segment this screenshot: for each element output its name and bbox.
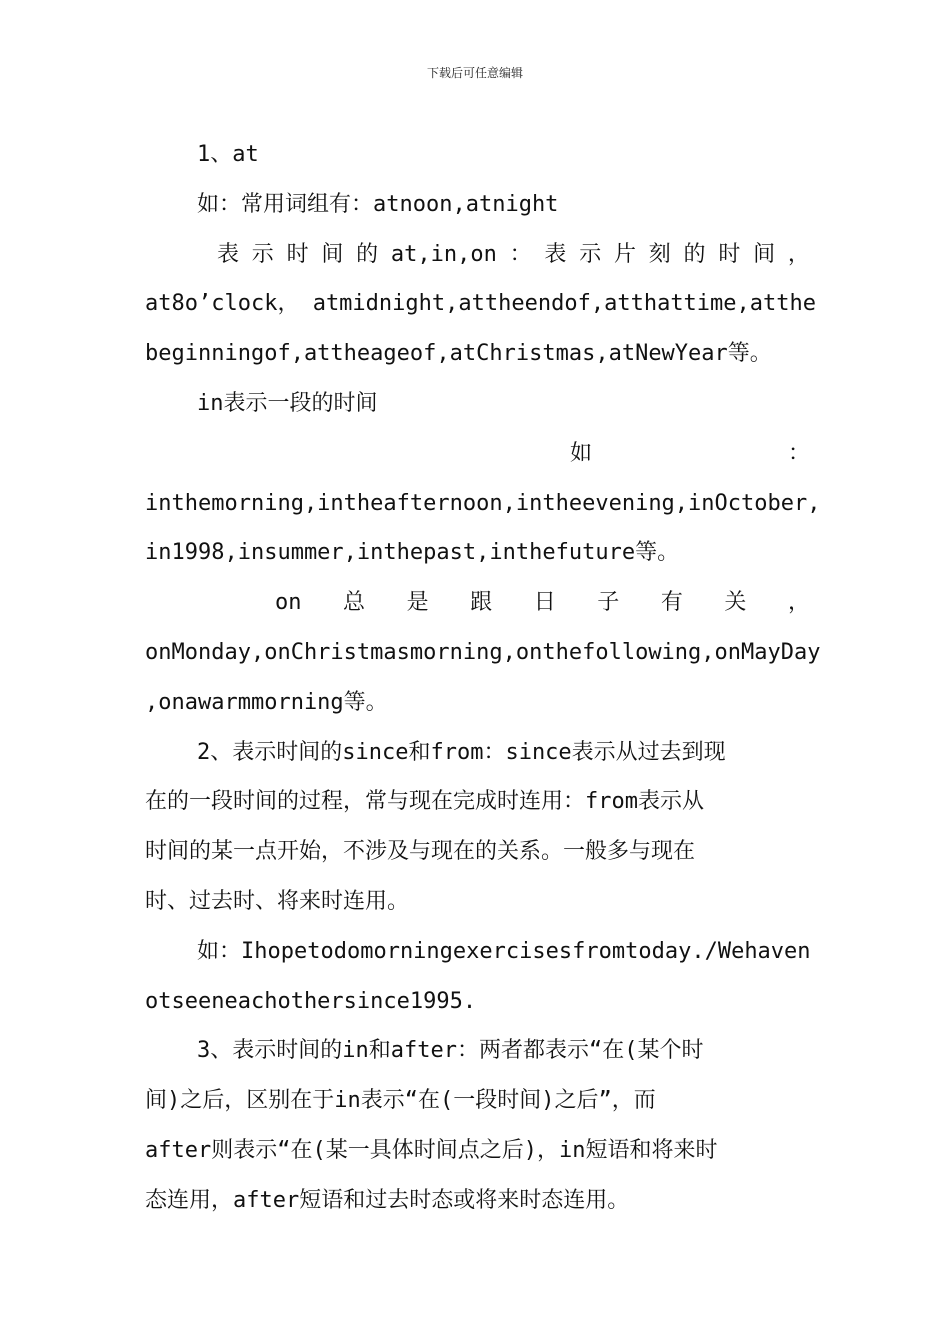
- line-on-days: [145, 578, 810, 628]
- word: 是: [406, 590, 429, 616]
- line-since-from-3: 时间的某一点开始，不涉及与现在的关系。一般多与现在: [145, 839, 696, 865]
- word: at,in,on: [390, 241, 497, 267]
- line-on-examples-1: onMonday,onChristmasmorning,onthefollowing,onMayDay: [145, 639, 821, 665]
- word: ：: [787, 440, 810, 466]
- line-in-after-4: 态连用，after短语和过去时态或将来时态连用。: [145, 1187, 630, 1213]
- line-time-at-in-on: [145, 230, 810, 280]
- word: 关: [724, 590, 747, 616]
- line-in-after-3: after则表示“在(某一具体时间点之后)，in短语和将来时: [145, 1137, 718, 1163]
- line-at-examples-1: at8o’clock， atmidnight,attheendof,atthattime,atthe: [145, 291, 817, 317]
- line-since-example-2: otseeneachothersince1995.: [145, 988, 477, 1014]
- word: 片: [613, 241, 636, 267]
- word: 跟: [470, 590, 493, 616]
- line-since-from-1: 2、表示时间的since和from：since表示从过去到现: [197, 739, 726, 765]
- word: 如: [570, 440, 593, 466]
- page-header-note: 下载后可任意编辑: [426, 66, 523, 80]
- line-on-examples-2: ,onawarmmorning等。: [145, 689, 388, 715]
- word: 时: [718, 241, 741, 267]
- word: 刻: [648, 241, 671, 267]
- word: 日: [533, 590, 556, 616]
- word: 示: [579, 241, 602, 267]
- word: 的: [683, 241, 706, 267]
- line-common-phrases: 如：常用词组有：atnoon,atnight: [197, 191, 559, 217]
- line-example-label: [145, 429, 810, 479]
- word: ，: [787, 590, 810, 616]
- line-in-after-2: 间)之后，区别在于in表示“在(一段时间)之后”，而: [145, 1088, 656, 1114]
- word: 子: [597, 590, 620, 616]
- word: on: [275, 590, 302, 616]
- word: 的: [356, 241, 379, 267]
- word: ：: [509, 241, 532, 267]
- line-in-after-1: 3、表示时间的in和after：两者都表示“在(某个时: [197, 1038, 704, 1064]
- word: 间: [753, 241, 776, 267]
- word: 表: [544, 241, 567, 267]
- word: 有: [660, 590, 683, 616]
- word: 时: [286, 241, 309, 267]
- word: 表: [217, 241, 240, 267]
- line-heading-at: 1、at: [197, 142, 259, 167]
- word: 间: [321, 241, 344, 267]
- line-in-period: in表示一段的时间: [197, 390, 378, 416]
- word: ，: [787, 241, 810, 267]
- line-since-from-2: 在的一段时间的过程，常与现在完成时连用：from表示从: [145, 789, 704, 815]
- line-since-from-4: 时、过去时、将来时连用。: [145, 888, 410, 914]
- line-in-examples-1: inthemorning,intheafternoon,intheevening,inOctober,: [145, 490, 821, 516]
- line-in-examples-2: in1998,insummer,inthepast,inthefuture等。: [145, 540, 680, 566]
- word: 示: [251, 241, 274, 267]
- line-at-examples-2: beginningof,attheageof,atChristmas,atNewYear等。: [145, 341, 772, 367]
- document-body: [145, 130, 821, 1226]
- line-since-example-1: 如：Ihopetodomorningexercisesfromtoday./Wehaven: [197, 938, 811, 964]
- word: 总: [343, 590, 366, 616]
